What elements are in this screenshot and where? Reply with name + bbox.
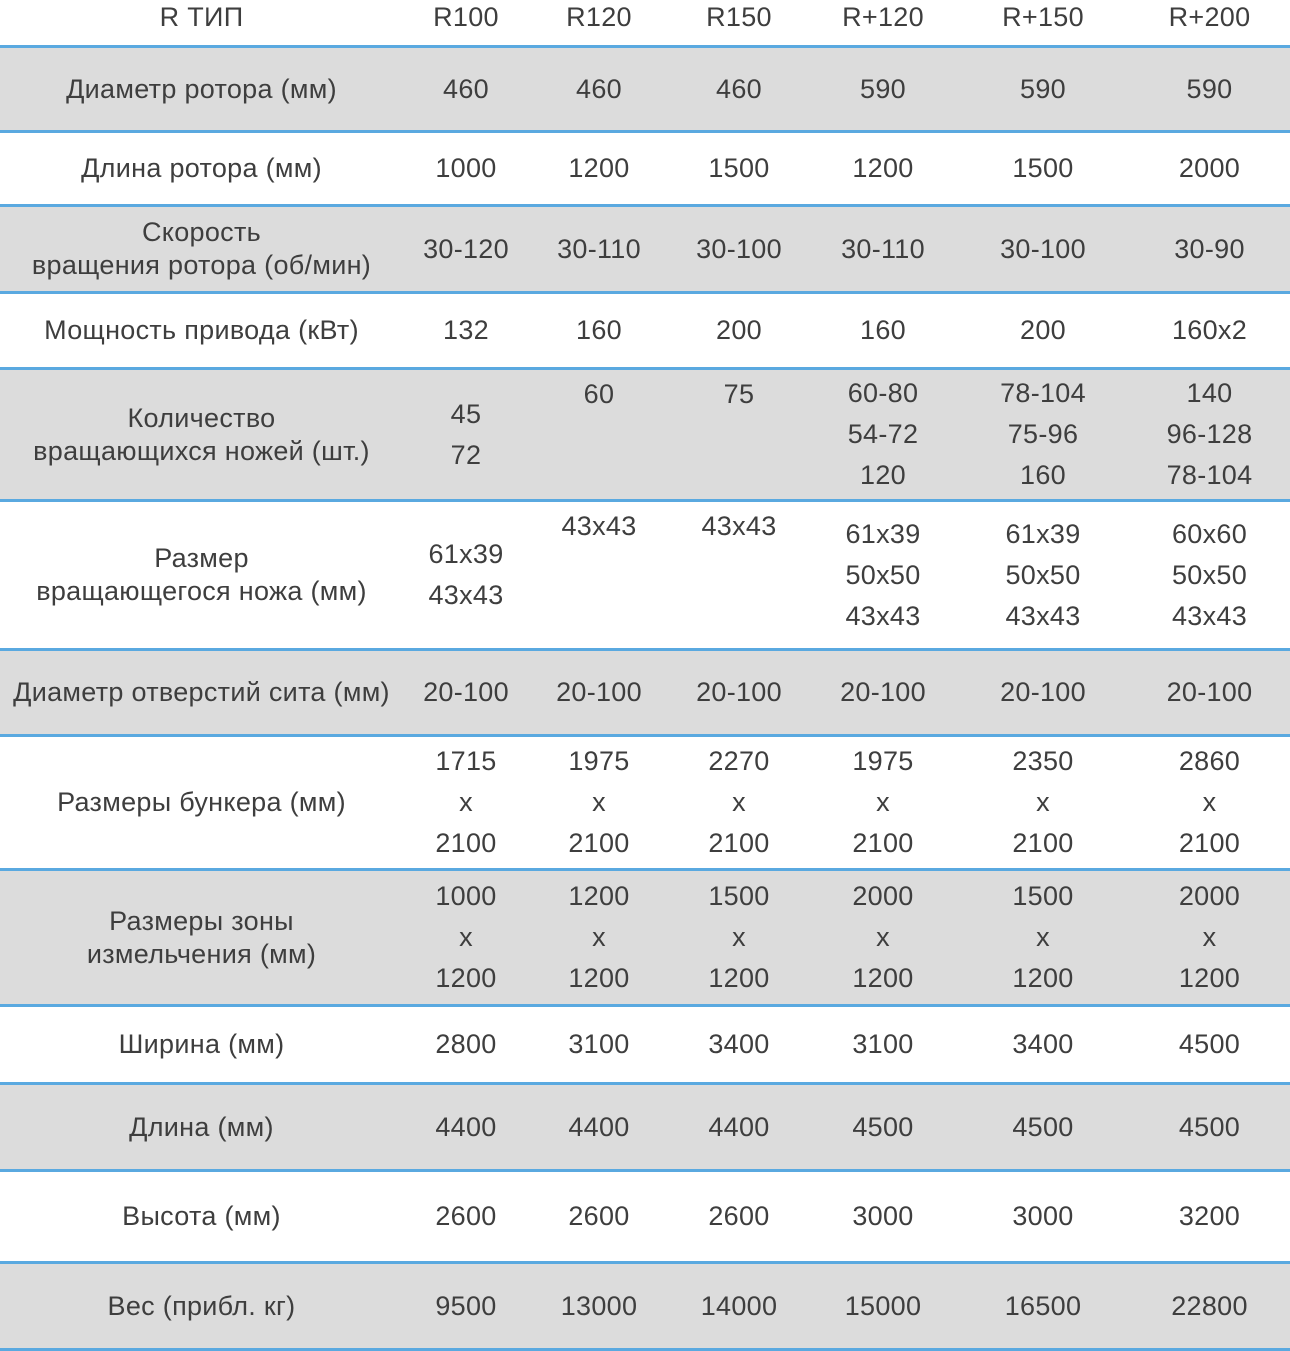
table-cell-line: 460 (576, 73, 622, 104)
row-label-line: Мощность привода (кВт) (44, 315, 359, 345)
table-cell (809, 1172, 957, 1261)
table-cell-line: 43x43 (1005, 600, 1081, 631)
table-cell (529, 370, 669, 499)
table-cell-line: 61x39 (428, 539, 504, 569)
table-cell-line: 2600 (568, 1201, 630, 1231)
table-cell (809, 1007, 957, 1082)
row-label-line: Диаметр ротора (мм) (66, 73, 337, 104)
header-model-rplus150: R+150 (1002, 2, 1084, 32)
table-cell-line: 160 (576, 315, 622, 345)
table-cell (957, 1085, 1129, 1169)
table-cell-line: 1500 (1012, 153, 1074, 183)
table-cell-line: x (592, 922, 606, 952)
table-row (0, 133, 1290, 207)
table-cell-line: x (1036, 922, 1050, 952)
table-cell-line: 1200 (1178, 963, 1241, 993)
table-cell-line: x (459, 922, 473, 952)
table-cell-line: 1500 (708, 153, 770, 183)
table-cell-line: 54-72 (847, 419, 919, 449)
table-cell (669, 207, 809, 291)
table-cell-line: 50x50 (1171, 559, 1248, 590)
table-cell (957, 370, 1129, 499)
table-cell-line: x (876, 787, 890, 817)
table-cell-line: 1200 (708, 963, 770, 993)
table-cell-line: 4500 (1012, 1111, 1074, 1142)
table-cell-line: 1975 (568, 746, 630, 776)
table-cell-line: 20-100 (1000, 677, 1086, 707)
row-label (0, 1172, 403, 1261)
table-cell (809, 1085, 957, 1169)
table-cell-line: x (1202, 922, 1217, 952)
table-cell (669, 737, 809, 868)
table-cell-line: 1200 (435, 963, 497, 993)
table-cell (957, 737, 1129, 868)
row-label (0, 1085, 403, 1169)
row-label-line: Длина (мм) (129, 1111, 274, 1142)
table-cell (957, 1172, 1129, 1261)
table-cell-line: 2600 (708, 1201, 770, 1231)
row-label-line: Скорость (142, 217, 261, 247)
table-cell-line: 1975 (852, 746, 914, 776)
table-cell-line: x (732, 922, 746, 952)
table-cell (669, 370, 809, 499)
table-cell-line: 160x2 (1171, 315, 1248, 345)
table-cell-line: 43x43 (845, 600, 921, 631)
table-cell (403, 1172, 529, 1261)
table-cell-line: 3400 (1012, 1029, 1074, 1059)
row-label-line: Диаметр отверстий сита (мм) (13, 677, 390, 707)
table-cell-line: x (459, 787, 473, 817)
table-cell (403, 370, 529, 499)
table-cell-line: 2800 (435, 1029, 497, 1059)
row-label-line: Вес (прибл. кг) (107, 1290, 296, 1321)
header-model-rplus200: R+200 (1168, 2, 1251, 32)
table-cell (529, 651, 669, 734)
table-cell (1129, 871, 1290, 1004)
table-cell-line: 590 (1020, 73, 1066, 104)
table-cell (403, 133, 529, 204)
header-model-r150: R150 (706, 2, 772, 32)
table-cell-line: 4400 (708, 1111, 770, 1142)
table-cell-line: 3000 (852, 1201, 914, 1231)
table-cell-line: 4500 (1178, 1111, 1241, 1142)
table-cell (1129, 48, 1290, 130)
header-model-r100: R100 (433, 2, 499, 32)
table-cell (1129, 133, 1290, 204)
table-cell (403, 207, 529, 291)
table-row (0, 1085, 1290, 1172)
table-cell (529, 1172, 669, 1261)
table-cell-line: 2100 (1178, 828, 1241, 858)
table-cell-line: x (1202, 787, 1217, 817)
table-cell (669, 502, 809, 648)
table-cell-line: 1715 (435, 746, 497, 776)
table-cell (957, 294, 1129, 367)
table-row (0, 370, 1290, 502)
table-row (0, 871, 1290, 1007)
table-cell-line: 2100 (1012, 828, 1074, 858)
table-cell (1129, 294, 1290, 367)
table-cell (809, 502, 957, 648)
table-cell (529, 1264, 669, 1348)
table-cell-line: 2600 (435, 1201, 497, 1231)
table-cell-line: 75 (723, 379, 755, 409)
row-label (0, 1007, 403, 1082)
table-cell (1129, 502, 1290, 648)
table-cell (669, 48, 809, 130)
table-cell-line: 20-100 (696, 677, 782, 707)
table-cell (1129, 737, 1290, 868)
table-cell (1129, 1264, 1290, 1348)
row-label (0, 294, 403, 367)
table-cell (669, 1172, 809, 1261)
table-cell-line: 160 (860, 315, 906, 345)
table-cell-line: x (592, 787, 606, 817)
table-cell-line: 61x39 (845, 518, 921, 549)
table-cell-line: 1000 (435, 153, 497, 183)
table-cell (809, 737, 957, 868)
row-label (0, 651, 403, 734)
table-cell-line: 20-100 (1166, 677, 1253, 707)
table-cell-line: 2270 (708, 746, 770, 776)
table-cell-line: 30-100 (696, 233, 782, 264)
table-cell (403, 294, 529, 367)
table-cell (809, 207, 957, 291)
table-cell (957, 48, 1129, 130)
table-row (0, 1007, 1290, 1085)
table-row (0, 1264, 1290, 1351)
table-cell (809, 871, 957, 1004)
table-cell (529, 133, 669, 204)
table-cell (403, 1264, 529, 1348)
table-cell-line: 13000 (560, 1290, 638, 1321)
table-cell (669, 133, 809, 204)
table-cell (403, 48, 529, 130)
table-cell-line: 3400 (708, 1029, 770, 1059)
table-cell-line: 4400 (568, 1111, 630, 1142)
table-cell (957, 651, 1129, 734)
table-cell-line: 75-96 (1007, 419, 1079, 449)
table-cell (957, 502, 1129, 648)
table-cell (529, 502, 669, 648)
table-cell-line: 120 (860, 460, 906, 490)
table-cell-line: 45 (450, 398, 482, 429)
table-row (0, 48, 1290, 133)
table-row (0, 294, 1290, 370)
table-cell (529, 737, 669, 868)
table-cell (957, 871, 1129, 1004)
table-row (0, 207, 1290, 294)
table-cell-line: 4500 (852, 1111, 914, 1142)
row-label (0, 871, 403, 1004)
table-cell-line: 1200 (852, 963, 914, 993)
table-cell-line: 30-120 (423, 233, 509, 264)
row-label-line: Размер (154, 543, 249, 573)
table-cell-line: 200 (716, 315, 762, 345)
table-cell (669, 651, 809, 734)
table-cell-line: 30-110 (557, 233, 641, 264)
table-cell-line: 460 (716, 73, 762, 104)
table-cell-line: 50x50 (845, 559, 921, 590)
table-cell-line: 3200 (1178, 1201, 1241, 1231)
table-cell (957, 1007, 1129, 1082)
table-cell-line: 2860 (1178, 746, 1241, 776)
table-cell-line: 14000 (700, 1290, 778, 1321)
table-cell-line: 2000 (1178, 881, 1241, 911)
table-cell-line: 43x43 (561, 511, 637, 541)
table-cell (529, 48, 669, 130)
table-cell (669, 871, 809, 1004)
header-model-r120: R120 (566, 2, 632, 32)
table-cell-line: x (1036, 787, 1050, 817)
table-cell-line: 2100 (708, 828, 770, 858)
table-cell (809, 294, 957, 367)
table-cell-line: 1000 (435, 881, 497, 911)
table-cell-line: 4500 (1178, 1029, 1241, 1059)
row-label (0, 370, 403, 499)
table-cell (809, 370, 957, 499)
table-cell-line: 72 (450, 439, 482, 470)
table-cell (957, 133, 1129, 204)
table-cell-line: 50x50 (1005, 559, 1081, 590)
table-cell-line: 590 (1186, 73, 1233, 104)
table-cell (529, 1085, 669, 1169)
row-label-line: вращения ротора (об/мин) (31, 250, 372, 280)
row-label-line: измельчения (мм) (86, 938, 317, 969)
table-cell-line: 590 (860, 73, 906, 104)
table-cell-line: 3000 (1012, 1201, 1074, 1231)
table-cell-line: 1500 (1012, 881, 1074, 911)
table-cell-line: 4400 (435, 1111, 497, 1142)
table-cell (957, 207, 1129, 291)
table-cell-line: 43x43 (428, 580, 504, 610)
header-model-rplus120: R+120 (842, 2, 924, 32)
table-cell-line: 2350 (1012, 746, 1074, 776)
table-cell (403, 737, 529, 868)
row-label-line: Длина ротора (мм) (81, 153, 322, 183)
table-cell-line: 2100 (568, 828, 630, 858)
table-cell-line: 60x60 (1171, 518, 1248, 549)
table-cell-line: 2100 (435, 828, 497, 858)
table-cell-line: 78-104 (1166, 460, 1253, 490)
row-label (0, 207, 403, 291)
table-cell-line: x (732, 787, 746, 817)
table-cell (809, 1264, 957, 1348)
table-cell (529, 871, 669, 1004)
table-cell-line: 200 (1020, 315, 1066, 345)
table-cell-line: 96-128 (1166, 419, 1253, 449)
table-cell-line: 61x39 (1005, 518, 1081, 549)
row-label-line: Высота (мм) (122, 1201, 281, 1231)
row-label (0, 1264, 403, 1348)
row-label (0, 133, 403, 204)
table-cell-line: 2000 (1178, 153, 1241, 183)
table-cell-line: 30-90 (1174, 233, 1245, 264)
table-cell-line: 30-110 (841, 233, 925, 264)
table-row (0, 502, 1290, 651)
row-label (0, 502, 403, 648)
table-cell-line: 30-100 (1000, 233, 1086, 264)
table-cell-line: 20-100 (556, 677, 642, 707)
table-cell (669, 1007, 809, 1082)
row-label-line: вращающихся ножей (шт.) (33, 435, 370, 466)
table-cell-line: 1500 (708, 881, 770, 911)
table-cell-line: 9500 (435, 1290, 497, 1321)
row-label-line: Ширина (мм) (118, 1029, 285, 1059)
table-cell (1129, 1007, 1290, 1082)
table-cell-line: 78-104 (1000, 378, 1086, 408)
table-cell-line: 20-100 (423, 677, 509, 707)
table-cell (403, 871, 529, 1004)
table-cell-line: 140 (1186, 378, 1233, 408)
table-cell-line: 1200 (1012, 963, 1074, 993)
table-cell-line: 3100 (568, 1029, 630, 1059)
table-cell (529, 294, 669, 367)
table-cell-line: 132 (443, 315, 489, 345)
header-type-label: R ТИП (159, 2, 244, 32)
table-cell-line: 460 (443, 73, 489, 104)
table-cell (529, 1007, 669, 1082)
row-label-line: Размеры зоны (109, 905, 294, 936)
table-row (0, 651, 1290, 737)
table-cell-line: 2100 (852, 828, 914, 858)
row-label (0, 48, 403, 130)
table-cell (809, 651, 957, 734)
table-cell (1129, 1085, 1290, 1169)
table-cell (403, 651, 529, 734)
table-cell (669, 1085, 809, 1169)
table-cell (403, 1085, 529, 1169)
table-cell-line: 60-80 (847, 378, 919, 408)
row-label-line: Размеры бункера (мм) (57, 787, 346, 817)
table-cell-line: 1200 (568, 963, 630, 993)
table-cell-line: 1200 (852, 153, 914, 183)
row-label-line: Количество (127, 402, 276, 433)
table-cell-line: 160 (1020, 460, 1066, 490)
table-cell-line: 1200 (568, 153, 630, 183)
table-cell-line: 20-100 (840, 677, 926, 707)
table-cell (403, 1007, 529, 1082)
table-header-row (0, 0, 1290, 48)
table-cell-line: 43x43 (701, 511, 777, 541)
table-cell (809, 133, 957, 204)
table-cell (669, 294, 809, 367)
table-cell (669, 1264, 809, 1348)
table-cell-line: 16500 (1004, 1290, 1082, 1321)
table-cell-line: x (876, 922, 890, 952)
table-cell-line: 15000 (844, 1290, 922, 1321)
table-cell (809, 48, 957, 130)
table-cell (1129, 651, 1290, 734)
table-cell-line: 22800 (1171, 1290, 1248, 1321)
table-cell-line: 60 (583, 379, 615, 409)
table-cell (957, 1264, 1129, 1348)
row-label (0, 737, 403, 868)
table-cell (529, 207, 669, 291)
table-row (0, 1172, 1290, 1264)
table-cell (403, 502, 529, 648)
table-row (0, 737, 1290, 871)
table-cell (1129, 207, 1290, 291)
table-cell-line: 2000 (852, 881, 914, 911)
table-cell-line: 1200 (568, 881, 630, 911)
table-cell (1129, 1172, 1290, 1261)
table-cell-line: 3100 (852, 1029, 914, 1059)
row-label-line: вращающегося ножа (мм) (36, 576, 367, 606)
table-cell-line: 43x43 (1171, 600, 1248, 631)
table-cell (1129, 370, 1290, 499)
